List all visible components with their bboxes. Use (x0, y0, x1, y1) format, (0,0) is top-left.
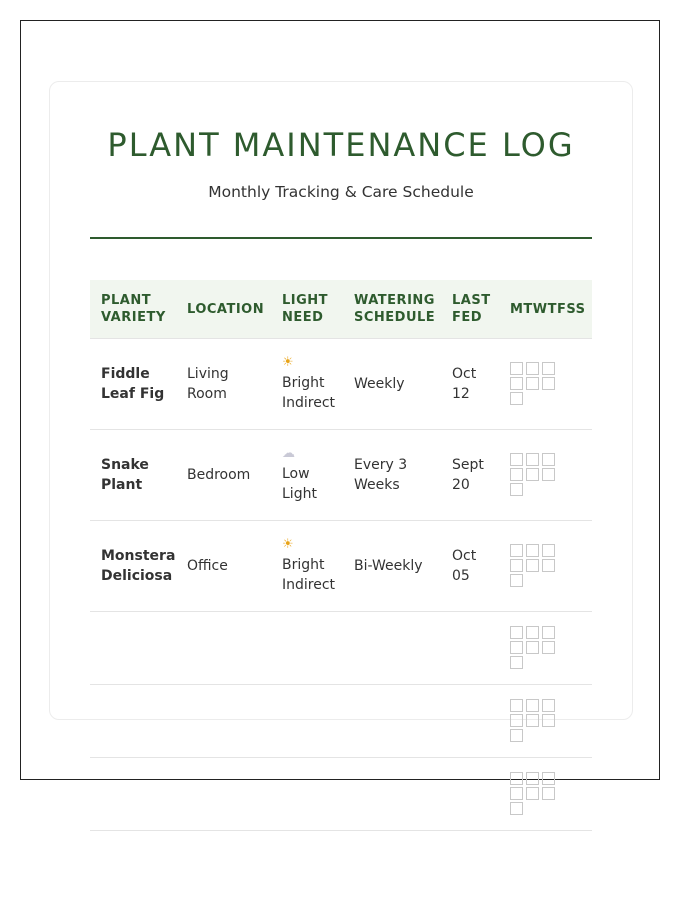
last-fed-line: Oct (452, 548, 477, 564)
table-row (90, 339, 592, 430)
days-cell (499, 685, 592, 758)
day-checkbox[interactable] (510, 802, 523, 815)
day-checkbox[interactable] (542, 714, 555, 727)
maintenance-table (90, 280, 592, 831)
light-need-line: Indirect (282, 395, 336, 411)
plant-variety-line: Plant (101, 477, 143, 493)
day-checkbox[interactable] (510, 714, 523, 727)
last-fed-line: 12 (452, 386, 470, 402)
empty-cell[interactable] (343, 612, 441, 685)
location-line: Living (187, 366, 229, 382)
week-checkbox-grid (510, 626, 564, 671)
week-checkbox-grid (510, 362, 564, 407)
day-checkbox[interactable] (542, 626, 555, 639)
day-checkbox[interactable] (542, 559, 555, 572)
plant-variety-cell (90, 430, 176, 521)
empty-cell[interactable] (90, 685, 176, 758)
day-checkbox[interactable] (526, 468, 539, 481)
empty-table-row (90, 612, 592, 685)
light-need-cell (271, 339, 343, 430)
days-cell (499, 612, 592, 685)
watering-schedule-cell (343, 521, 441, 612)
last-fed-line: 05 (452, 568, 470, 584)
day-checkbox[interactable] (526, 714, 539, 727)
empty-cell[interactable] (90, 612, 176, 685)
empty-table-row (90, 758, 592, 831)
light-need-line: Bright (282, 375, 325, 391)
light-need-cell (271, 430, 343, 521)
watering-schedule-line: Every 3 (354, 457, 408, 473)
light-need-line: Indirect (282, 577, 336, 593)
location-cell (176, 339, 271, 430)
day-checkbox[interactable] (542, 362, 555, 375)
day-checkbox[interactable] (510, 377, 523, 390)
cloud-icon: ☁ (282, 446, 295, 461)
column-header-location: LOCATION (176, 280, 271, 339)
day-checkbox[interactable] (526, 544, 539, 557)
last-fed-cell (441, 521, 499, 612)
last-fed-cell (441, 339, 499, 430)
day-checkbox[interactable] (510, 483, 523, 496)
day-checkbox[interactable] (542, 772, 555, 785)
empty-cell[interactable] (271, 685, 343, 758)
plant-variety-cell (90, 339, 176, 430)
days-cell (499, 521, 592, 612)
empty-cell[interactable] (176, 612, 271, 685)
week-checkbox-grid (510, 699, 564, 744)
location-cell (176, 430, 271, 521)
empty-cell[interactable] (176, 685, 271, 758)
day-checkbox[interactable] (510, 392, 523, 405)
watering-schedule-cell (343, 339, 441, 430)
day-checkbox[interactable] (542, 787, 555, 800)
day-checkbox[interactable] (510, 574, 523, 587)
watering-schedule-line: Bi-Weekly (354, 558, 423, 574)
page-title: PLANT MAINTENANCE LOG (107, 126, 575, 164)
last-fed-cell (441, 430, 499, 521)
light-need-line: Light (282, 486, 317, 502)
empty-cell[interactable] (441, 685, 499, 758)
day-checkbox[interactable] (526, 362, 539, 375)
plant-variety-line: Leaf Fig (101, 386, 165, 402)
day-checkbox[interactable] (510, 656, 523, 669)
week-checkbox-grid (510, 453, 564, 498)
day-checkbox[interactable] (510, 772, 523, 785)
table-body (90, 339, 592, 831)
empty-cell[interactable] (176, 758, 271, 831)
empty-cell[interactable] (441, 612, 499, 685)
location-cell (176, 521, 271, 612)
day-checkbox[interactable] (526, 453, 539, 466)
page-subtitle: Monthly Tracking & Care Schedule (208, 183, 474, 201)
day-checkbox[interactable] (542, 641, 555, 654)
sun-icon: ☀ (282, 537, 294, 552)
table-row (90, 521, 592, 612)
column-header-plant-variety: PLANT VARIETY (90, 280, 176, 339)
days-cell (499, 758, 592, 831)
watering-schedule-cell (343, 430, 441, 521)
column-header-days: MTWTFSS (499, 280, 592, 339)
day-checkbox[interactable] (526, 641, 539, 654)
day-checkbox[interactable] (510, 626, 523, 639)
table-header-row (90, 280, 592, 339)
table-row (90, 430, 592, 521)
day-checkbox[interactable] (542, 544, 555, 557)
days-cell (499, 430, 592, 521)
day-checkbox[interactable] (510, 787, 523, 800)
column-header-light-need: LIGHT NEED (271, 280, 343, 339)
day-checkbox[interactable] (526, 787, 539, 800)
light-need-cell (271, 521, 343, 612)
day-checkbox[interactable] (542, 453, 555, 466)
location-line: Room (187, 386, 227, 402)
day-checkbox[interactable] (510, 544, 523, 557)
week-checkbox-grid (510, 772, 564, 817)
day-checkbox[interactable] (526, 626, 539, 639)
title-divider (90, 237, 592, 239)
sun-icon: ☀ (282, 355, 294, 370)
column-header-last-fed: LAST FED (441, 280, 499, 339)
empty-cell[interactable] (343, 758, 441, 831)
day-checkbox[interactable] (510, 468, 523, 481)
day-checkbox[interactable] (510, 641, 523, 654)
light-need-line: Bright (282, 557, 325, 573)
day-checkbox[interactable] (526, 772, 539, 785)
location-line: Office (187, 558, 228, 574)
days-cell (499, 339, 592, 430)
day-checkbox[interactable] (542, 468, 555, 481)
week-checkbox-grid (510, 544, 564, 589)
watering-schedule-line: Weekly (354, 376, 405, 392)
empty-cell[interactable] (343, 685, 441, 758)
empty-cell[interactable] (90, 758, 176, 831)
plant-variety-line: Monstera (101, 548, 176, 564)
empty-cell[interactable] (441, 758, 499, 831)
last-fed-line: 20 (452, 477, 470, 493)
day-checkbox[interactable] (542, 699, 555, 712)
column-header-watering-schedule: WATERING SCHEDULE (343, 280, 441, 339)
plant-variety-cell (90, 521, 176, 612)
empty-cell[interactable] (271, 612, 343, 685)
day-checkbox[interactable] (510, 362, 523, 375)
empty-cell[interactable] (271, 758, 343, 831)
day-checkbox[interactable] (526, 559, 539, 572)
day-checkbox[interactable] (526, 377, 539, 390)
watering-schedule-line: Weeks (354, 477, 400, 493)
day-checkbox[interactable] (526, 699, 539, 712)
plant-variety-line: Snake (101, 457, 149, 473)
empty-table-row (90, 685, 592, 758)
day-checkbox[interactable] (510, 729, 523, 742)
day-checkbox[interactable] (542, 377, 555, 390)
day-checkbox[interactable] (510, 453, 523, 466)
location-line: Bedroom (187, 467, 251, 483)
day-checkbox[interactable] (510, 559, 523, 572)
light-need-line: Low (282, 466, 310, 482)
last-fed-line: Sept (452, 457, 484, 473)
plant-variety-line: Fiddle (101, 366, 150, 382)
last-fed-line: Oct (452, 366, 477, 382)
plant-variety-line: Deliciosa (101, 568, 173, 584)
day-checkbox[interactable] (510, 699, 523, 712)
